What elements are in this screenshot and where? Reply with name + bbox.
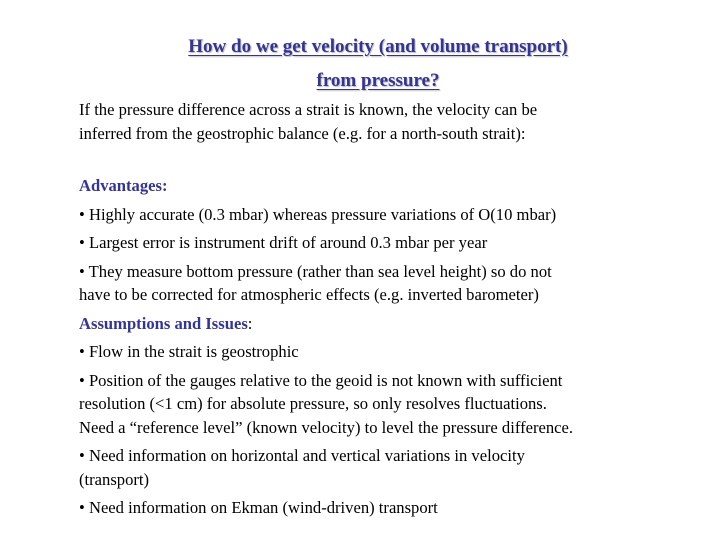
assumptions-heading-text: Assumptions and Issues [79,313,248,333]
bullet-line: • Need information on horizontal and vertical variations in velocity [79,446,525,465]
advantage-bullet-3 [79,260,689,307]
assumption-bullet-2 [79,369,689,440]
assumption-bullet-1 [79,340,689,364]
intro-paragraph [79,98,689,145]
slide-title-line-1: How do we get velocity (and volume transport) [188,36,568,57]
bullet-line: • Flow in the strait is geostrophic [79,342,299,361]
equation-gap [79,145,689,174]
assumptions-heading [79,312,689,336]
advantage-bullet-2 [79,231,689,255]
advantages-heading-text: Advantages: [79,176,168,195]
slide-title [60,30,696,98]
intro-line-1: If the pressure difference across a strait is known, the velocity can be [79,100,538,119]
bullet-line: • Highly accurate (0.3 mbar) whereas pressure variations of O(10 mbar) [79,204,557,224]
slide-body [79,98,689,520]
assumptions-heading-colon: : [247,313,253,333]
bullet-line: • Largest error is instrument drift of around 0.3 mbar per year [79,233,488,252]
intro-line-2: inferred from the geostrophic balance (e.g. for a north-south strait): [79,123,526,143]
slide-title-line-2: from pressure? [316,70,440,91]
bullet-line: have to be corrected for atmospheric effects (e.g. inverted barometer) [79,285,539,304]
bullet-line: • Position of the gauges relative to the geoid is not known with sufficient [79,370,563,390]
assumption-bullet-3 [79,444,689,491]
assumption-bullet-4 [79,496,689,520]
bullet-line: Need a “reference level” (known velocity) to level the pressure difference. [79,417,574,437]
bullet-line: (transport) [79,469,150,489]
bullet-line: • Need information on Ekman (wind-driven) transport [79,498,438,517]
advantage-bullet-1 [79,203,689,227]
bullet-line: resolution (<1 cm) for absolute pressure, so only resolves fluctuations. [79,394,547,413]
advantages-heading [79,174,689,198]
bullet-line: • They measure bottom pressure (rather than sea level height) so do not [79,261,552,281]
